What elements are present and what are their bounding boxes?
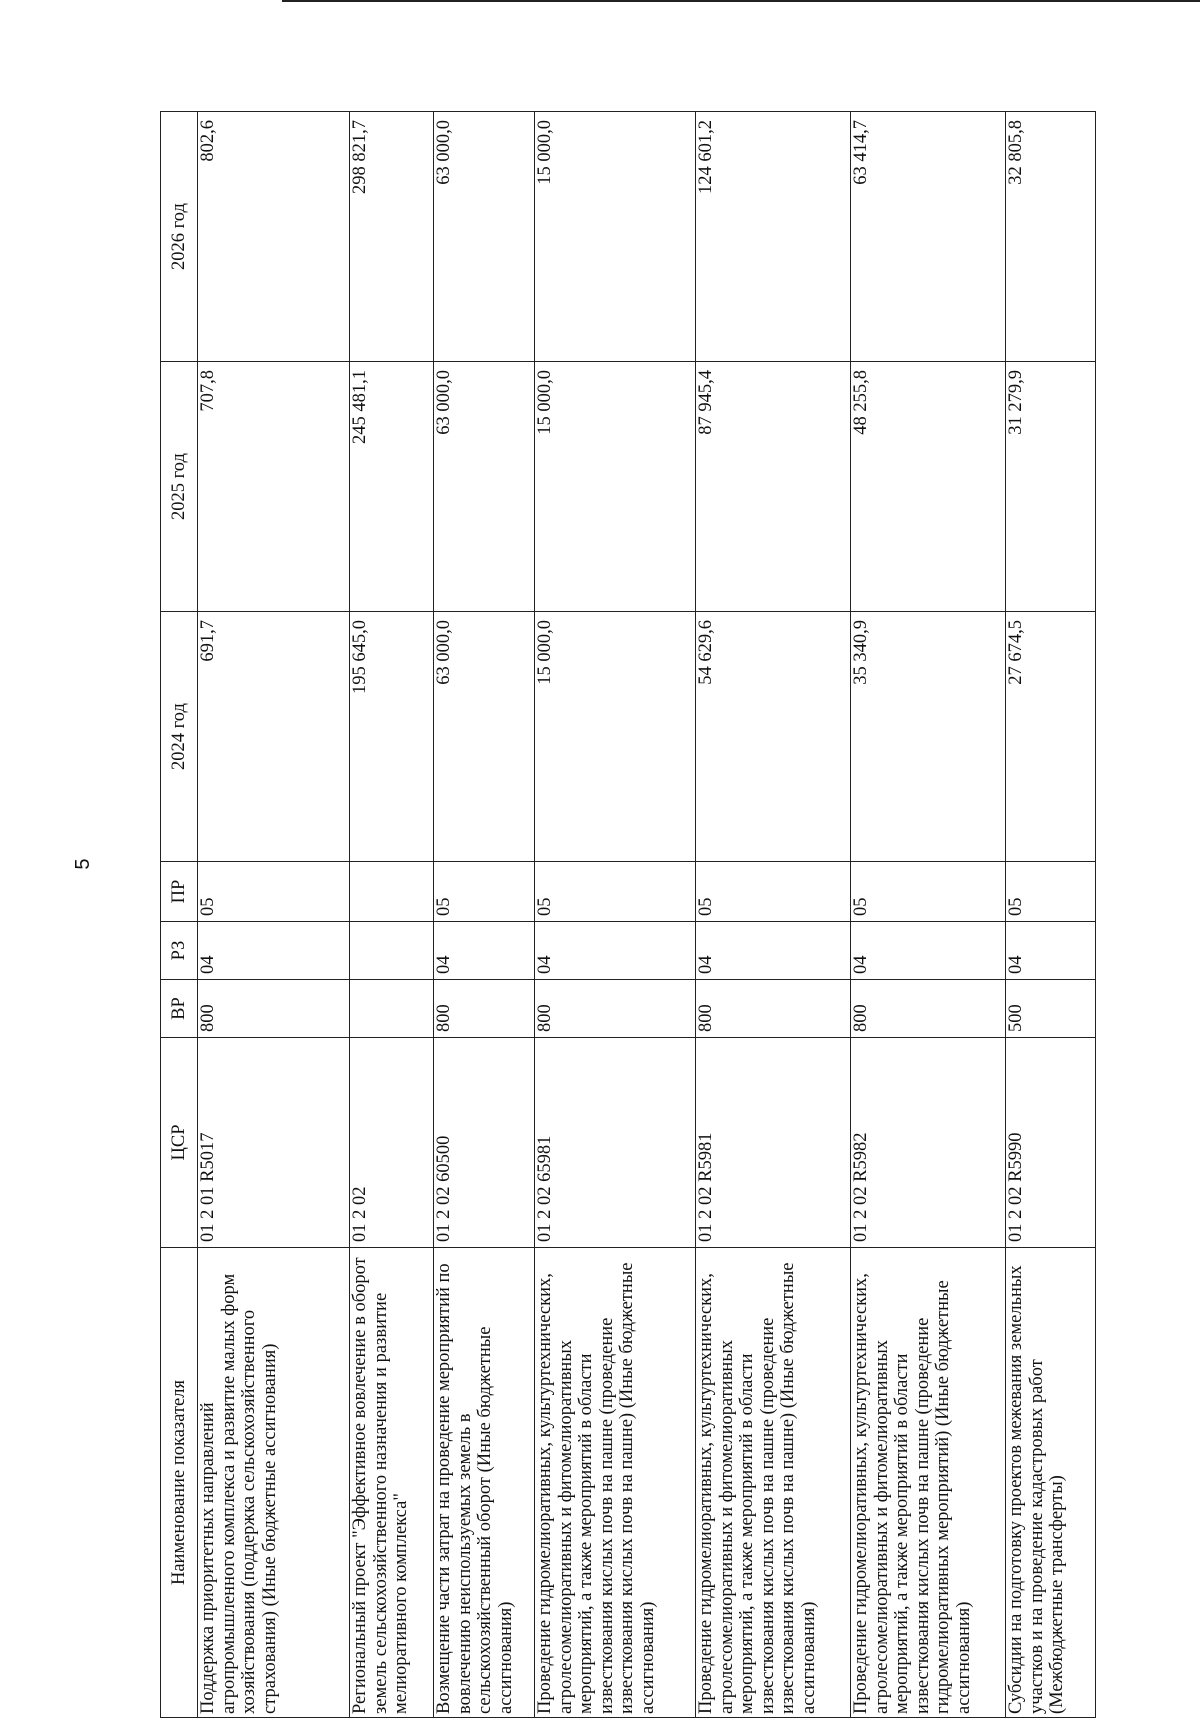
cell-pr: 05 [535, 862, 696, 922]
table-row [535, 112, 696, 1718]
header-csr: ЦСР [161, 1038, 198, 1248]
cell-vr: 800 [851, 980, 1006, 1038]
cell-csr: 01 2 02 R5981 [696, 1038, 851, 1248]
header-pr: ПР [161, 862, 198, 922]
cell-2026: 15 000,0 [535, 112, 696, 362]
cell-2025: 87 945,4 [696, 362, 851, 612]
table-row [851, 112, 1006, 1718]
table-row [434, 112, 535, 1718]
cell-2025: 245 481,1 [350, 362, 434, 612]
table-row [696, 112, 851, 1718]
cell-2024: 15 000,0 [535, 612, 696, 862]
cell-vr: 800 [198, 980, 350, 1038]
cell-2026: 124 601,2 [696, 112, 851, 362]
cell-2024: 195 645,0 [350, 612, 434, 862]
cell-csr: 01 2 02 65981 [535, 1038, 696, 1248]
cell-vr: 500 [1006, 980, 1096, 1038]
header-2025: 2025 год [161, 362, 198, 612]
cell-pr: 05 [1006, 862, 1096, 922]
cell-name: Проведение гидромелиоративных, культуртехнических, агролесомелиоративных и фитомелиоративных мероприятий, а также мероприятий в области известкования кислых почв на пашне (проведение известкования кислых почв на пашне) (Иные бюджетные ассигнования) [696, 1248, 851, 1718]
cell-pr: 05 [696, 862, 851, 922]
cell-name: Возмещение части затрат на проведение мероприятий по вовлечению неиспользуемых земель в сельскохозяйственный оборот (Иные бюджетные ассигнования) [434, 1248, 535, 1718]
cell-2024: 63 000,0 [434, 612, 535, 862]
cell-name: Субсидии на подготовку проектов межевания земельных участков и на проведение кадастровых работ (Межбюджетные трансферты) [1006, 1248, 1096, 1718]
cell-2026: 63 000,0 [434, 112, 535, 362]
cell-pr: 05 [434, 862, 535, 922]
cell-rz: 04 [434, 922, 535, 980]
cell-2025: 48 255,8 [851, 362, 1006, 612]
cell-2025: 63 000,0 [434, 362, 535, 612]
page-number: 5 [71, 858, 94, 870]
cell-csr: 01 2 02 R5982 [851, 1038, 1006, 1248]
cell-pr: 05 [198, 862, 350, 922]
top-rule [282, 0, 1200, 2]
header-2026: 2026 год [161, 112, 198, 362]
cell-name: Региональный проект "Эффективное вовлечение в оборот земель сельскохозяйственного назначения и развитие мелиоративного комплекса" [350, 1248, 434, 1718]
cell-rz: 04 [535, 922, 696, 980]
cell-csr: 01 2 02 [350, 1038, 434, 1248]
cell-name: Проведение гидромелиоративных, культуртехнических, агролесомелиоративных и фитомелиоративных мероприятий, а также мероприятий в области известкования кислых почв на пашне (проведение известкования кислых почв на пашне) (Иные бюджетные ассигнования) [535, 1248, 696, 1718]
header-2024: 2024 год [161, 612, 198, 862]
cell-csr: 01 2 01 R5017 [198, 1038, 350, 1248]
header-name: Наименование показателя [161, 1248, 198, 1718]
cell-vr: 800 [535, 980, 696, 1038]
rotated-table-container [160, 112, 1140, 1718]
cell-2025: 31 279,9 [1006, 362, 1096, 612]
cell-vr [350, 980, 434, 1038]
cell-name: Проведение гидромелиоративных, культуртехнических, агролесомелиоративных и фитомелиоративных мероприятий, а также мероприятий в области известкования кислых почв на пашне (проведение гидромелиоративных мероприятий) (Иные бюджетные ассигнования) [851, 1248, 1006, 1718]
cell-rz: 04 [696, 922, 851, 980]
cell-rz [350, 922, 434, 980]
cell-csr: 01 2 02 60500 [434, 1038, 535, 1248]
budget-table [160, 111, 1096, 1718]
cell-pr: 05 [851, 862, 1006, 922]
cell-name: Поддержка приоритетных направлений агропромышленного комплекса и развитие малых форм хозяйствования (поддержка сельскохозяйственного страхования) (Иные бюджетные ассигнования) [198, 1248, 350, 1718]
cell-pr [350, 862, 434, 922]
table-row [198, 112, 350, 1718]
cell-vr: 800 [696, 980, 851, 1038]
cell-2025: 707,8 [198, 362, 350, 612]
cell-2026: 802,6 [198, 112, 350, 362]
cell-2024: 54 629,6 [696, 612, 851, 862]
table-header-row [161, 112, 198, 1718]
cell-rz: 04 [1006, 922, 1096, 980]
table-row [350, 112, 434, 1718]
cell-2026: 298 821,7 [350, 112, 434, 362]
cell-2024: 27 674,5 [1006, 612, 1096, 862]
cell-csr: 01 2 02 R5990 [1006, 1038, 1096, 1248]
cell-2024: 691,7 [198, 612, 350, 862]
cell-rz: 04 [851, 922, 1006, 980]
header-rz: РЗ [161, 922, 198, 980]
header-vr: ВР [161, 980, 198, 1038]
cell-vr: 800 [434, 980, 535, 1038]
cell-2026: 32 805,8 [1006, 112, 1096, 362]
cell-rz: 04 [198, 922, 350, 980]
cell-2024: 35 340,9 [851, 612, 1006, 862]
cell-2026: 63 414,7 [851, 112, 1006, 362]
cell-2025: 15 000,0 [535, 362, 696, 612]
table-row [1006, 112, 1096, 1718]
